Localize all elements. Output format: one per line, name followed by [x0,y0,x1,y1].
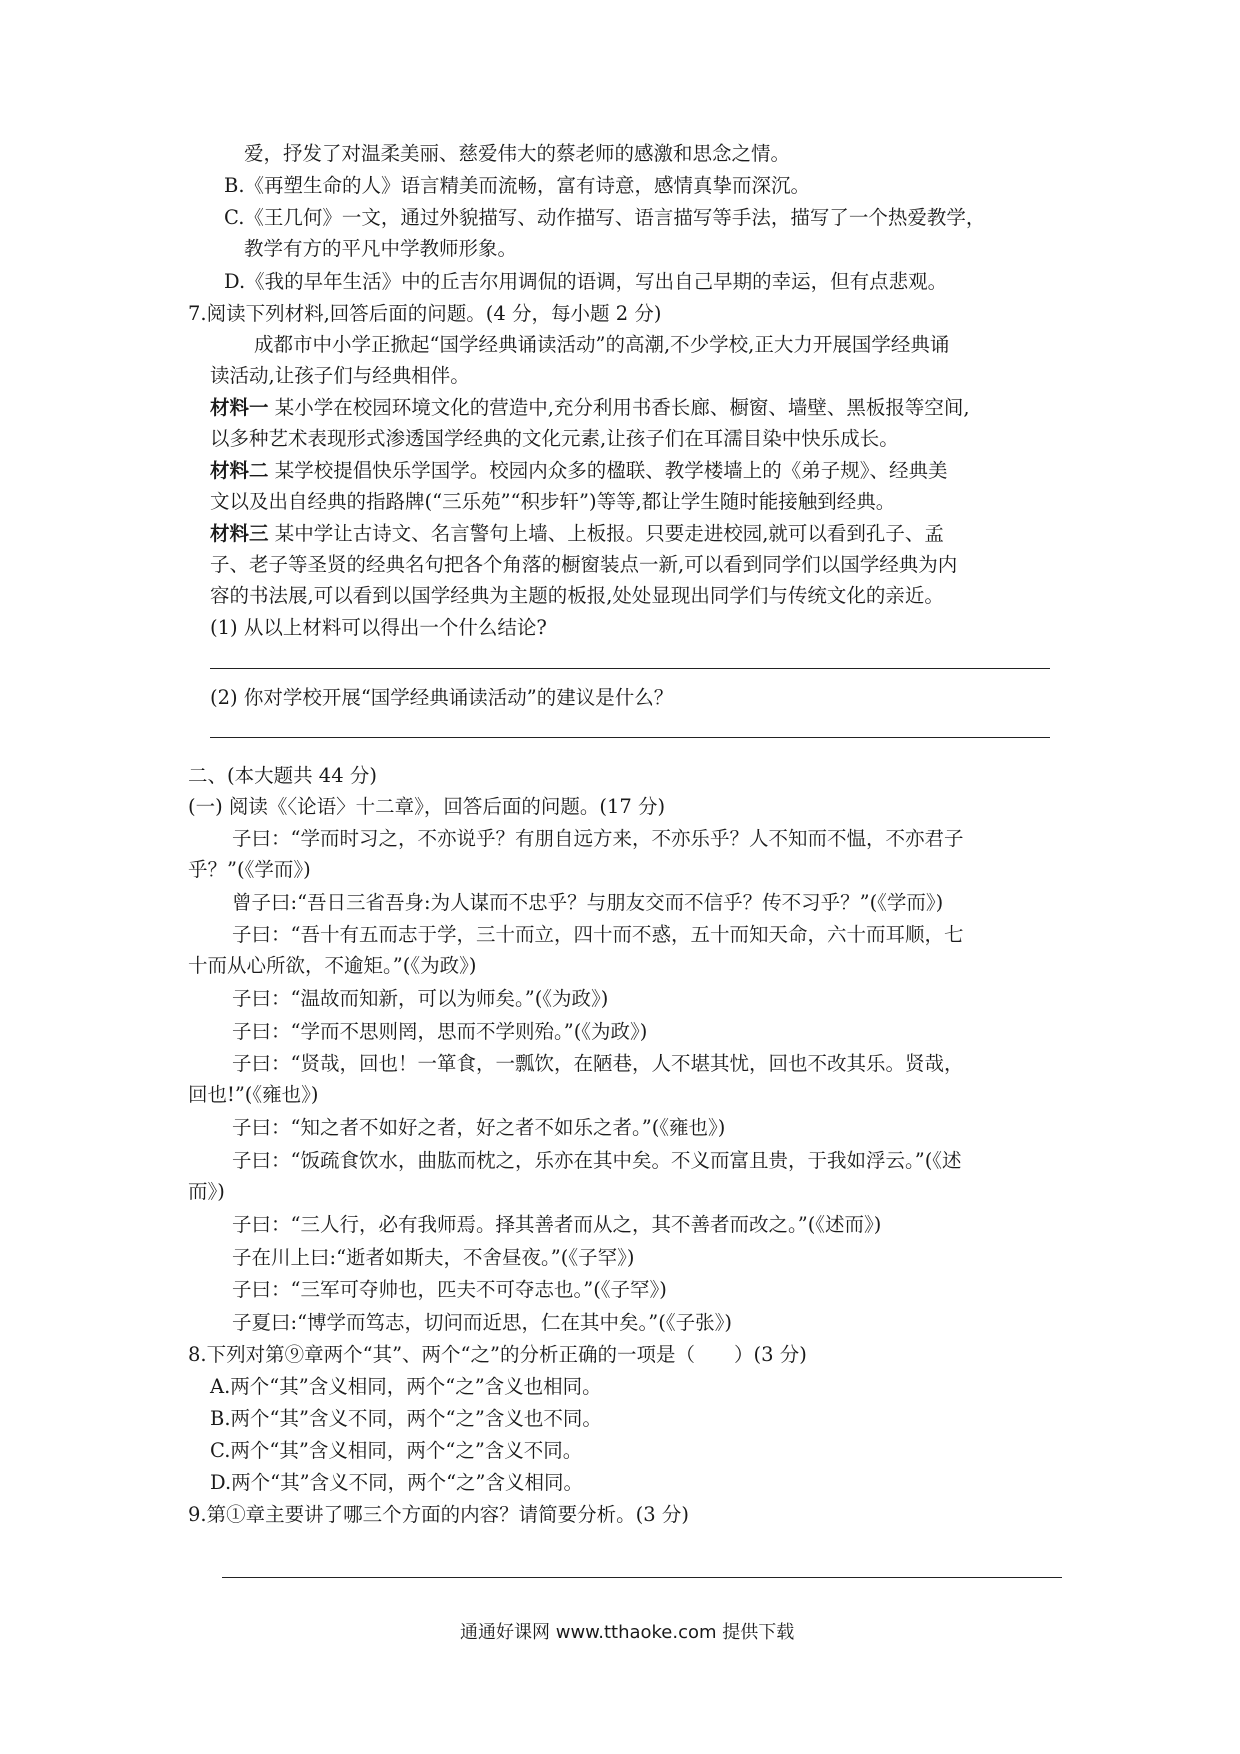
analects-chapter-3-line1: 子曰：“吾十有五而志于学，三十而立，四十而不惑，五十而知天命，六十而耳顺，七 [232,923,964,946]
answer-line-q7-1[interactable] [210,668,1050,669]
material-3-line1 [210,520,944,548]
material-2-label: 材料二 [210,459,269,482]
analects-chapter-5: 子曰：“学而不思则罔，思而不学则殆。”(《为政》) [232,1020,648,1043]
analects-chapter-2: 曾子曰:“吾日三省吾身:为人谋而不忠乎？与朋友交而不信乎？传不习乎？”(《学而》) [232,891,944,914]
analects-chapter-6-line1: 子曰：“贤哉，回也！一箪食，一瓢饮，在陋巷，人不堪其忧，回也不改其乐。贤哉， [232,1052,964,1075]
q8-option-a: A.两个“其”含义相同，两个“之”含义也相同。 [210,1375,602,1398]
answer-line-q9[interactable] [222,1577,1062,1578]
material-1-label: 材料一 [210,396,269,419]
material-1-text: 某小学在校园环境文化的营造中,充分利用书香长廊、橱窗、墙壁、黑板报等空间, [274,396,970,419]
material-3-text: 某中学让古诗文、名言警句上墙、上板报。只要走进校园,就可以看到孔子、孟 [274,522,944,545]
material-1-line1 [210,394,970,422]
analects-chapter-1-line1: 子曰：“学而时习之，不亦说乎？有朋自远方来，不亦乐乎？人不知而不愠，不亦君子 [232,827,964,850]
material-2-text: 某学校提倡快乐学国学。校园内众多的楹联、教学楼墙上的《弟子规》、经典美 [274,459,948,482]
question-9: 9.第①章主要讲了哪三个方面的内容？请简要分析。(3 分) [188,1503,689,1526]
analects-chapter-4: 子曰：“温故而知新，可以为师矣。”(《为政》) [232,987,609,1010]
option-c-line1: C.《王几何》一文，通过外貌描写、动作描写、语言描写等手法，描写了一个热爱教学， [224,206,986,229]
analects-chapter-3-line2: 十而从心所欲，不逾矩。”(《为政》) [188,954,477,977]
option-b: B.《再塑生命的人》语言精美而流畅，富有诗意，感情真挚而深沉。 [224,174,811,197]
analects-chapter-8-line1: 子曰：“饭疏食饮水，曲肱而枕之，乐亦在其中矣。不义而富且贵，于我如浮云。”(《述 [232,1149,962,1172]
q7-intro-line1: 成都市中小学正掀起“国学经典诵读活动”的高潮,不少学校,正大力开展国学经典诵 [254,333,950,356]
material-3-label: 材料三 [210,522,269,545]
analects-chapter-11: 子曰：“三军可夺帅也，匹夫不可夺志也。”(《子罕》) [232,1278,667,1301]
material-2-line1 [210,457,947,485]
analects-chapter-6-line2: 回也!”(《雍也》) [188,1083,319,1106]
answer-line-q7-2[interactable] [210,737,1050,738]
analects-chapter-10: 子在川上曰:“逝者如斯夫，不舍昼夜。”(《子罕》) [232,1246,635,1269]
footer-source: 通通好课网 www.tthaoke.com 提供下载 [460,1622,795,1643]
material-1-line2: 以多种艺术表现形式渗透国学经典的文化元素,让孩子们在耳濡目染中快乐成长。 [210,427,899,450]
option-c-line2: 教学有方的平凡中学教师形象。 [244,237,518,260]
material-2-line2: 文以及出自经典的指路牌(“三乐苑”“积步轩”)等等,都让学生随时能接触到经典。 [210,490,896,513]
q7-subquestion-1: (1) 从以上材料可以得出一个什么结论? [210,616,547,639]
q8-option-b: B.两个“其”含义不同，两个“之”含义也不同。 [210,1407,602,1430]
analects-chapter-12: 子夏曰:“博学而笃志，切问而近思，仁在其中矣。”(《子张》) [232,1311,732,1334]
question-8: 8.下列对第⑨章两个“其”、两个“之”的分析正确的一项是（ ）(3 分) [188,1343,807,1366]
analects-chapter-1-line2: 乎？”(《学而》) [188,858,311,881]
q8-option-d: D.两个“其”含义不同，两个“之”含义相同。 [210,1471,584,1494]
option-d: D.《我的早年生活》中的丘吉尔用调侃的语调，写出自己早期的幸运，但有点悲观。 [224,270,948,293]
option-a-continuation: 爱，抒发了对温柔美丽、慈爱伟大的蔡老师的感激和思念之情。 [244,142,791,165]
analects-chapter-9: 子曰：“三人行，必有我师焉。择其善者而从之，其不善者而改之。”(《述而》) [232,1213,882,1236]
analects-chapter-7: 子曰：“知之者不如好之者，好之者不如乐之者。”(《雍也》) [232,1116,726,1139]
q7-intro-line2: 读活动,让孩子们与经典相伴。 [210,364,470,387]
question-7: 7.阅读下列材料,回答后面的问题。(4 分，每小题 2 分) [188,302,662,325]
material-3-line3: 容的书法展,可以看到以国学经典为主题的板报,处处显现出同学们与传统文化的亲近。 [210,584,944,607]
part-1-heading: (一) 阅读《〈论语〉十二章》，回答后面的问题。(17 分) [188,795,666,818]
analects-chapter-8-line2: 而》) [188,1180,225,1203]
section-2-heading: 二、(本大题共 44 分) [188,764,377,787]
q7-subquestion-2: (2) 你对学校开展“国学经典诵读活动”的建议是什么？ [210,686,674,709]
material-3-line2: 子、老子等圣贤的经典名句把各个角落的橱窗装点一新,可以看到同学们以国学经典为内 [210,553,958,576]
q8-option-c: C.两个“其”含义相同，两个“之”含义不同。 [210,1439,583,1462]
